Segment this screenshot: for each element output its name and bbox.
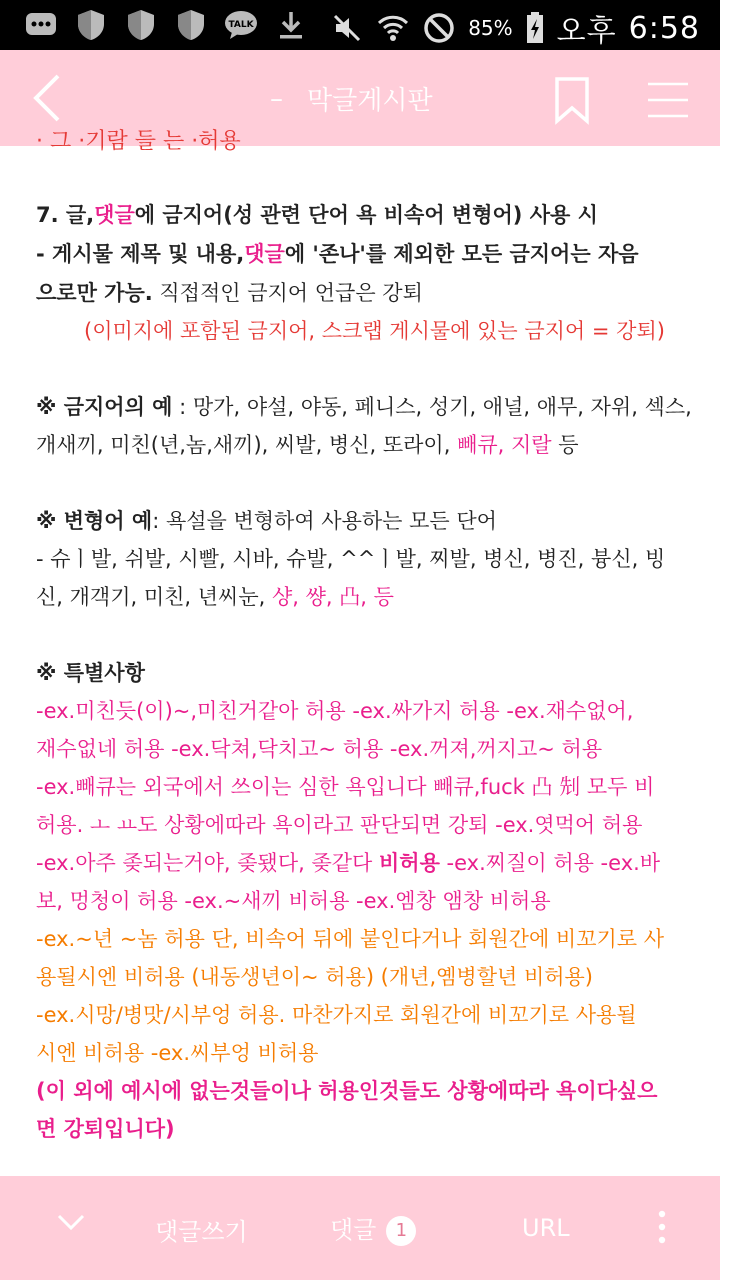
text-span: 직접적인 금지어 언급은 강퇴 (152, 281, 423, 305)
text-span: - 게시물 제목 및 내용, (36, 242, 245, 266)
kakaotalk-icon (224, 8, 258, 42)
rule7-line3 (36, 274, 686, 312)
bottom-toolbar (0, 1176, 720, 1280)
status-bar (0, 0, 720, 50)
text-span: -ex.아주 좆되는거야, 좆됐다, 좆같다 (36, 851, 380, 875)
comments-label: 댓글 (330, 1216, 377, 1244)
special-line: 보, 멍청이 허용 -ex.~새끼 비허용 -ex.엠창 앰창 비허용 (36, 889, 551, 913)
variant-words-line1 (36, 502, 686, 540)
text-span: 샹, 썅, 凸, 등 (271, 585, 394, 609)
banned-words-line1 (36, 388, 692, 426)
shield-icon (174, 8, 208, 42)
shield-icon (74, 8, 108, 42)
menu-button[interactable] (646, 80, 690, 120)
clock-ampm: 오후 (556, 14, 617, 49)
battery-percent: 85% (468, 16, 513, 40)
text-span: -ex.찌질이 허용 -ex.바 (439, 851, 661, 875)
special-heading: ※ 특별사항 (36, 661, 145, 685)
text-span: 에 '존나'를 제외한 모든 금지어는 자음 (284, 242, 639, 266)
system-icons (330, 6, 700, 50)
chevron-down-icon (56, 1212, 86, 1232)
rule7-heading (36, 196, 686, 234)
collapse-button[interactable] (56, 1210, 86, 1238)
text-span: 7. 글, (36, 203, 95, 227)
bookmark-icon (552, 76, 592, 124)
special-line: 재수없네 허용 -ex.닥쳐,닥치고~ 허용 -ex.꺼져,꺼지고~ 허용 (36, 737, 603, 761)
text-span: 개새끼, 미친(년,놈,새끼), 씨발, 병신, 또라이, (36, 433, 458, 457)
rule7-line2 (36, 235, 686, 273)
text-span: 신, 개객기, 미친, 년씨눈, (36, 585, 272, 609)
post-content[interactable] (0, 129, 720, 1176)
url-button[interactable]: URL (522, 1214, 570, 1242)
download-icon (274, 8, 308, 42)
text-span: 으로만 가능. (36, 281, 153, 305)
orange-line: 시엔 비허용 -ex.씨부엉 비허용 (36, 1041, 319, 1065)
shield-icon (124, 8, 158, 42)
hamburger-menu-icon (646, 80, 690, 120)
orange-line: -ex.시망/병맛/시부엉 허용. 마찬가지로 회원간에 비꼬기로 사용될 (36, 1003, 637, 1027)
back-button[interactable] (28, 70, 68, 126)
text-span: : 망가, 야설, 야동, 페니스, 성기, 애널, 애무, 자위, 섹스, (172, 395, 692, 419)
text-span: 댓글 (244, 242, 285, 266)
special-line: -ex.빼큐는 외국에서 쓰이는 심한 욕입니다 빼큐,fuck 凸 𠜎 모두 비 (36, 775, 655, 799)
bookmark-button[interactable] (552, 76, 592, 124)
write-comment-button[interactable]: 댓글쓰기 (155, 1218, 248, 1246)
battery-charging-icon (525, 11, 545, 45)
orange-line: -ex.~년 ~놈 허용 단, 비속어 뒤에 붙인다거나 회원간에 비꼬기로 사 (36, 927, 665, 951)
text-span: 에 금지어(성 관련 단어 욕 비속어 변형어) 사용 시 (134, 203, 598, 227)
text-span: 등 (551, 433, 579, 457)
orange-line: 용될시엔 비허용 (내동생년이~ 허용) (개년,옘병할년 비허용) (36, 965, 593, 989)
chevron-left-icon (28, 70, 68, 126)
title-dash: – (270, 83, 283, 114)
variant-words-line2: - 슈ㅣ발, 쉬발, 시빨, 시바, 슈발, ^^ㅣ발, 찌발, 병신, 병진, 븅신, 빙 (36, 547, 666, 571)
final-note-line: (이 외에 예시에 없는것들이나 허용인것들도 상황에따라 욕이다싶으 (36, 1079, 658, 1103)
special-line (36, 844, 686, 882)
text-span: 비허용 (379, 851, 440, 875)
special-line: -ex.미친듯(이)~,미친거같아 허용 -ex.싸가지 허용 -ex.재수없어, (36, 699, 634, 723)
text-span: ※ 변형어 예 (36, 509, 153, 533)
comment-count-badge: 1 (386, 1216, 416, 1246)
more-options-button[interactable] (656, 1210, 668, 1250)
clock-time: 6:58 (628, 10, 700, 46)
blocked-icon (422, 11, 456, 45)
banned-words-line2 (36, 426, 686, 464)
text-span: 빼큐, 지랄 (457, 433, 552, 457)
text-span: : 욕설을 변형하여 사용하는 모든 단어 (152, 509, 497, 533)
board-title (270, 80, 433, 117)
text-span: ※ 금지어의 예 (36, 395, 173, 419)
rule7-line4: (이미지에 포함된 금지어, 스크랩 게시물에 있는 금지어 = 강퇴) (84, 319, 665, 343)
more-vertical-icon (656, 1210, 668, 1244)
text-span: 댓글 (94, 203, 135, 227)
wifi-icon (376, 11, 410, 45)
comments-button[interactable] (330, 1210, 416, 1246)
final-note-line: 면 강퇴입니다) (36, 1117, 175, 1141)
mute-icon (330, 11, 364, 45)
page-title: 막글게시판 (307, 86, 433, 116)
svg-text:TALK: TALK (228, 20, 254, 30)
notification-icons (24, 8, 308, 42)
special-line: 허용. ㅗ ㅛ도 상황에따라 욕이라고 판단되면 강퇴 -ex.엿먹어 허용 (36, 813, 643, 837)
message-icon (24, 8, 58, 42)
clipped-text-line: · 그 ·기람 들 는 ·허용 (36, 129, 241, 154)
variant-words-line3 (36, 578, 686, 616)
